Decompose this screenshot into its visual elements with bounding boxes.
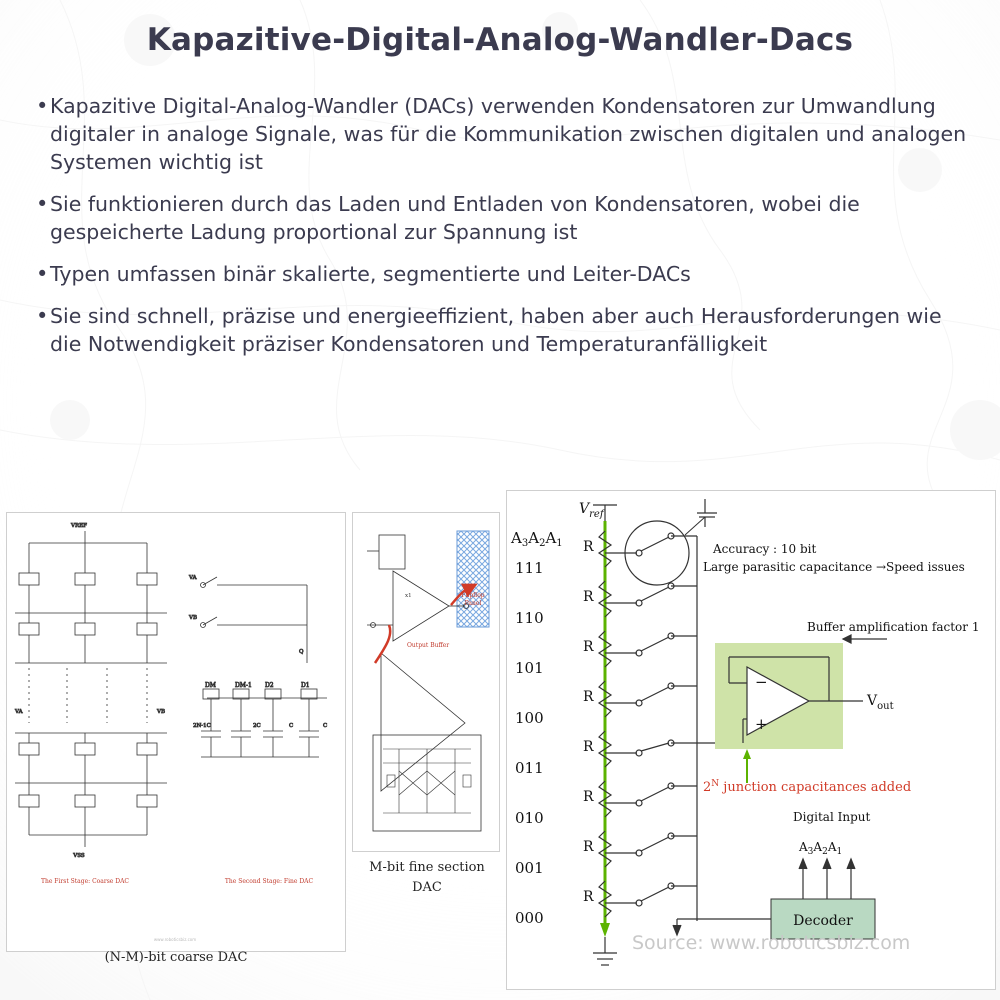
svg-text:010: 010 bbox=[515, 809, 544, 827]
svg-text:2C: 2C bbox=[253, 723, 261, 729]
svg-text:Flipflop: Flipflop bbox=[461, 592, 485, 599]
svg-text:2N-1C: 2N-1C bbox=[193, 723, 211, 729]
svg-text:110: 110 bbox=[515, 609, 544, 627]
bullet-dot: • bbox=[36, 262, 49, 286]
svg-text:100: 100 bbox=[515, 709, 544, 727]
svg-text:DM-1: DM-1 bbox=[235, 682, 252, 689]
svg-text:R: R bbox=[583, 639, 594, 655]
bullet-text: Kapazitive Digital-Analog-Wandler (DACs) verwenden Kondensatoren zur Umwandlung digitaler in analoge Signale, was für die Kommunikation zwischen digitalen und analogen Systemen wichtig ist bbox=[50, 94, 967, 174]
parasitic-note: Large parasitic capacitance →Speed issues bbox=[703, 560, 965, 574]
figure-area bbox=[0, 490, 1000, 1000]
svg-text:VB: VB bbox=[157, 709, 166, 715]
bullet-text: Sie sind schnell, präzise und energieeffizient, haben aber auch Herausforderungen wie die Notwendigkeit präziser Kondensatoren und Temperaturanfälligkeit bbox=[50, 304, 942, 356]
panel-fine-dac bbox=[352, 512, 500, 852]
bullet-list bbox=[36, 92, 976, 372]
svg-text:R: R bbox=[583, 889, 594, 905]
svg-text:R: R bbox=[583, 789, 594, 805]
svg-text:VSS: VSS bbox=[73, 853, 85, 859]
svg-text:111: 111 bbox=[515, 559, 544, 577]
svg-text:C: C bbox=[289, 723, 294, 729]
decoder-label: Decoder bbox=[793, 913, 853, 929]
bullet-dot: • bbox=[36, 304, 49, 328]
svg-text:Q: Q bbox=[299, 649, 304, 655]
caption-panel-b-line1: M-bit fine section bbox=[369, 860, 485, 875]
svg-text:D2: D2 bbox=[265, 682, 274, 689]
bullet-text: Typen umfassen binär skalierte, segmentierte und Leiter-DACs bbox=[50, 262, 691, 286]
caption-panel-a bbox=[6, 950, 346, 965]
svg-text:www.roboticsbiz.com: www.roboticsbiz.com bbox=[153, 937, 197, 942]
svg-text:001: 001 bbox=[515, 859, 544, 877]
svg-text:000: 000 bbox=[515, 909, 544, 927]
caption-panel-a-text: (N-M)-bit coarse DAC bbox=[104, 950, 248, 965]
caption-panel-b bbox=[352, 858, 502, 898]
list-item bbox=[36, 92, 976, 176]
code-header: $A_3A_2A_1$ bbox=[511, 529, 563, 549]
source-watermark: Source: www.roboticsbiz.com bbox=[632, 932, 911, 954]
junction-caps-note: $2^N$ junction capacitances added bbox=[703, 779, 912, 795]
panel-coarse-dac bbox=[6, 512, 346, 952]
caption-panel-b-line2: DAC bbox=[412, 880, 442, 895]
digital-input-bits: $A_3A_2A_1$ bbox=[799, 840, 843, 857]
svg-text:R: R bbox=[583, 839, 594, 855]
bullet-dot: • bbox=[36, 192, 49, 216]
svg-text:Output Buffer: Output Buffer bbox=[407, 642, 450, 649]
svg-text:R: R bbox=[583, 739, 594, 755]
svg-text:D1: D1 bbox=[301, 682, 310, 689]
svg-text:C: C bbox=[323, 723, 328, 729]
svg-text:The First Stage: Coarse DAC: The First Stage: Coarse DAC bbox=[40, 878, 130, 885]
svg-text:Panel: Panel bbox=[464, 600, 482, 607]
svg-text:DM: DM bbox=[205, 682, 216, 689]
bullet-text: Sie funktionieren durch das Laden und Entladen von Kondensatoren, wobei die gespeicherte Ladung proportional zur Spannung ist bbox=[50, 192, 860, 244]
vref-label: $V_{ref}$ bbox=[579, 501, 604, 520]
svg-text:VA: VA bbox=[15, 709, 23, 715]
list-item bbox=[36, 190, 976, 246]
svg-text:VREF: VREF bbox=[71, 523, 87, 529]
svg-text:VB: VB bbox=[189, 615, 198, 621]
list-item bbox=[36, 302, 976, 358]
svg-text:R: R bbox=[583, 689, 594, 705]
page-title: Kapazitive-Digital-Analog-Wandler-Dacs bbox=[146, 22, 854, 58]
bullet-dot: • bbox=[36, 94, 49, 118]
svg-text:101: 101 bbox=[515, 659, 544, 677]
digital-input-label: Digital Input bbox=[793, 810, 871, 824]
list-item bbox=[36, 260, 976, 288]
panel-resistor-string-dac bbox=[506, 490, 996, 990]
svg-text:The Second Stage: Fine DAC: The Second Stage: Fine DAC bbox=[224, 878, 314, 885]
svg-text:+: + bbox=[755, 715, 768, 733]
code-column bbox=[515, 559, 544, 927]
vout-label: $V_{out}$ bbox=[867, 693, 894, 712]
svg-text:VA: VA bbox=[189, 575, 197, 581]
svg-text:R: R bbox=[583, 539, 594, 555]
svg-text:−: − bbox=[755, 673, 768, 691]
buffer-gain-note: Buffer amplification factor 1 bbox=[807, 620, 980, 634]
svg-text:011: 011 bbox=[515, 759, 544, 777]
svg-text:R: R bbox=[583, 589, 594, 605]
accuracy-note: Accuracy : 10 bit bbox=[713, 542, 817, 556]
svg-text:x1: x1 bbox=[405, 593, 412, 599]
